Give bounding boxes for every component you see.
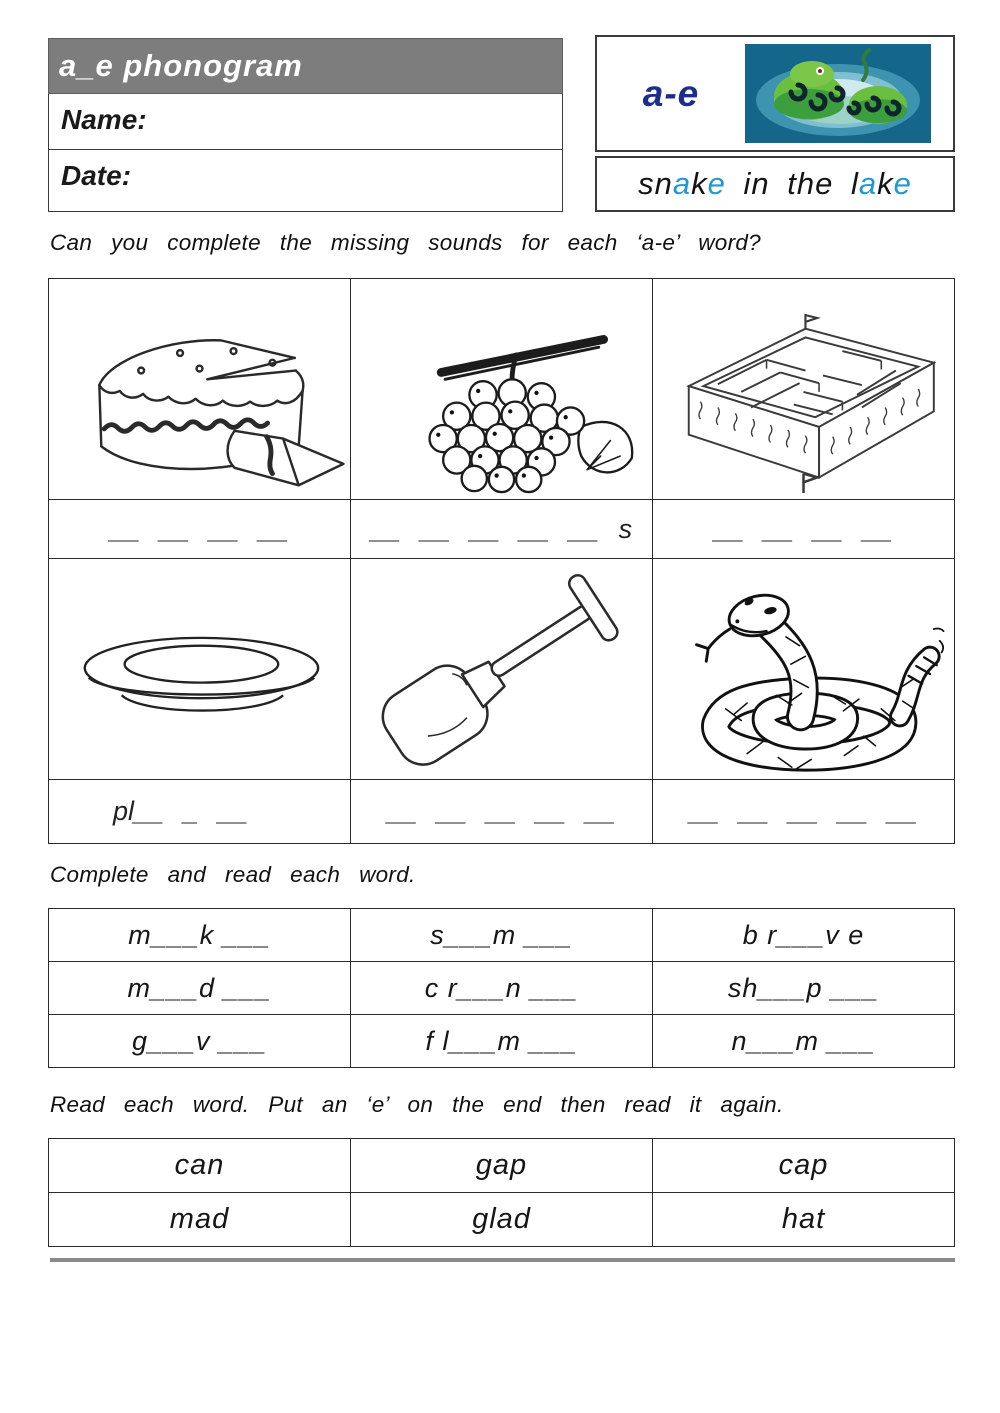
phonogram-caption xyxy=(595,156,955,212)
word-row xyxy=(49,1015,955,1068)
picture-grid xyxy=(48,278,955,844)
word-cell: m___k ___ xyxy=(49,909,351,962)
task3-instruction: Read each word. Put an ‘e’ on the end then read it again. xyxy=(50,1092,784,1117)
word-cell: cap xyxy=(653,1139,955,1193)
snake-picture xyxy=(655,563,952,775)
maze-picture xyxy=(655,283,952,495)
answer-row xyxy=(49,780,955,844)
caption-seg: a xyxy=(858,166,878,201)
plate-picture xyxy=(51,563,348,775)
caption-seg: in the xyxy=(725,166,851,201)
page-title-text: a_e phonogram xyxy=(59,48,303,83)
word-cell: n___m ___ xyxy=(653,1015,955,1068)
date-label: Date: xyxy=(61,160,132,191)
word-cell: gap xyxy=(351,1139,653,1193)
plate-picture-cell xyxy=(49,559,351,780)
word-cell: sh___p ___ xyxy=(653,962,955,1015)
snake-picture-cell xyxy=(653,559,955,780)
cake-answer-blanks: __ __ __ __ xyxy=(49,500,351,559)
spade-picture-cell xyxy=(351,559,653,780)
page-title xyxy=(48,38,563,94)
word-cell: b r___v e xyxy=(653,909,955,962)
grapes-answer-blanks: __ __ __ __ __ s xyxy=(351,500,653,559)
word-row xyxy=(49,1193,955,1247)
word-row xyxy=(49,909,955,962)
caption-seg: l xyxy=(850,166,859,201)
phonogram-label: a-e xyxy=(642,72,700,114)
caption-seg: k xyxy=(877,166,894,201)
word-cell: glad xyxy=(351,1193,653,1247)
snake-in-lake-image xyxy=(745,44,931,143)
footer-divider xyxy=(50,1258,955,1262)
phonogram-badge xyxy=(595,35,955,212)
caption-seg: a xyxy=(672,166,692,201)
task1-instruction: Can you complete the missing sounds for each ‘a-e’ word? xyxy=(50,230,761,255)
maze-answer-blanks: __ __ __ __ xyxy=(653,500,955,559)
word-row xyxy=(49,1139,955,1193)
grapes-picture-cell xyxy=(351,279,653,500)
caption-seg: k xyxy=(691,166,708,201)
maze-picture-cell xyxy=(653,279,955,500)
caption-seg: e xyxy=(707,166,726,201)
word-cell: s___m ___ xyxy=(351,909,653,962)
word-cell: can xyxy=(49,1139,351,1193)
spade-answer-blanks: __ __ __ __ __ xyxy=(351,780,653,844)
date-field-row xyxy=(48,150,563,212)
word-cell: mad xyxy=(49,1193,351,1247)
read-word-table xyxy=(48,1138,955,1247)
word-cell: c r___n ___ xyxy=(351,962,653,1015)
grapes-picture xyxy=(353,283,650,495)
plate-answer-blanks: pl__ _ __ xyxy=(49,780,351,844)
task2-instruction: Complete and read each word. xyxy=(50,862,416,887)
snake-answer-blanks: __ __ __ __ __ xyxy=(653,780,955,844)
caption-seg: sn xyxy=(638,166,673,201)
cake-picture xyxy=(51,283,348,495)
worksheet-header xyxy=(48,38,563,212)
word-row xyxy=(49,962,955,1015)
word-cell: g___v ___ xyxy=(49,1015,351,1068)
phonogram-badge-top xyxy=(595,35,955,152)
cake-picture-cell xyxy=(49,279,351,500)
name-field-row xyxy=(48,94,563,150)
word-cell: hat xyxy=(653,1193,955,1247)
answer-row xyxy=(49,500,955,559)
picture-row xyxy=(49,559,955,780)
name-label: Name: xyxy=(61,104,147,135)
picture-row xyxy=(49,279,955,500)
word-cell: m___d ___ xyxy=(49,962,351,1015)
spade-picture xyxy=(353,563,650,775)
word-cell: f l___m ___ xyxy=(351,1015,653,1068)
caption-seg: e xyxy=(893,166,912,201)
complete-word-table xyxy=(48,908,955,1068)
